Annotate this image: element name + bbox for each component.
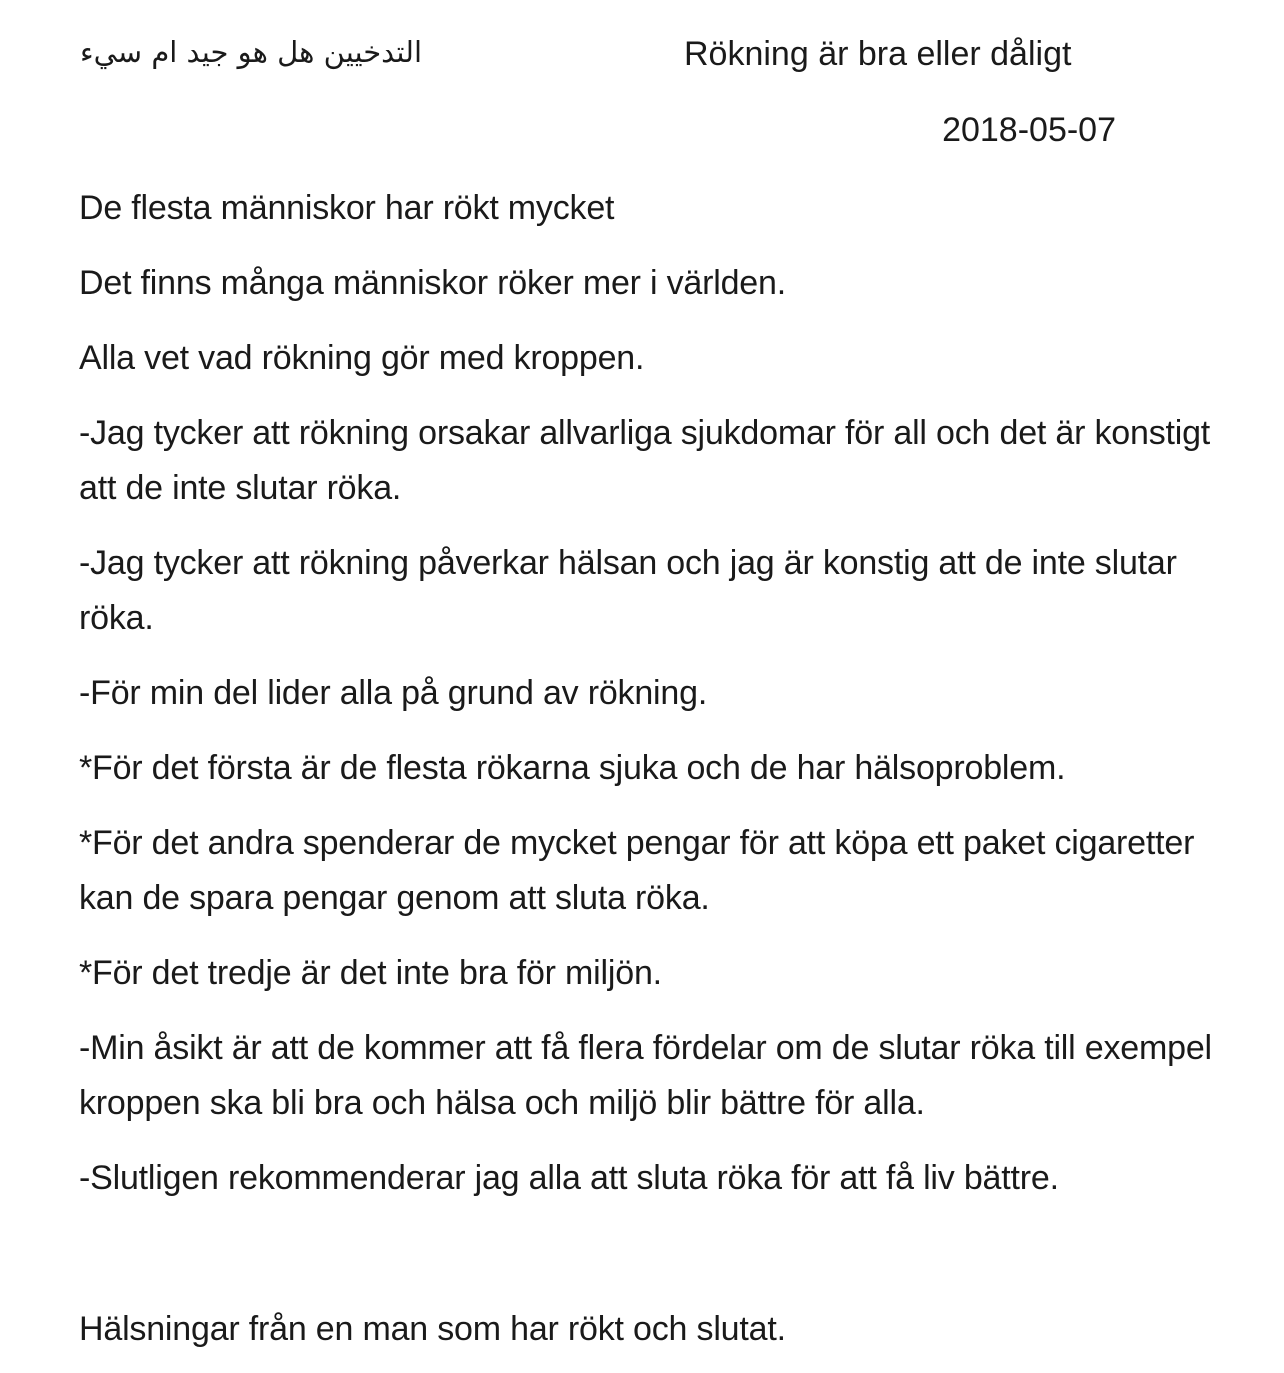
paragraph: *För det första är de flesta rökarna sjuka och de har hälsoproblem. xyxy=(79,749,1066,787)
paragraph: -Jag tycker att rökning påverkar hälsan och jag är konstig att de inte slutar röka. xyxy=(79,544,1177,637)
arabic-title: التدخيين هل هو جيد ام سيء xyxy=(80,35,423,69)
document-title: Rökning är bra eller dåligt xyxy=(684,35,1072,73)
document-body xyxy=(79,181,1254,1226)
paragraph: -Min åsikt är att de kommer att få flera fördelar om de slutar röka till exempel kroppen ska bli bra och hälsa och miljö blir bättre för alla. xyxy=(79,1029,1212,1122)
document-date: 2018-05-07 xyxy=(942,111,1116,149)
paragraph: Alla vet vad rökning gör med kroppen. xyxy=(79,339,645,377)
paragraph: -För min del lider alla på grund av rökning. xyxy=(79,674,708,712)
paragraph: -Jag tycker att rökning orsakar allvarliga sjukdomar för all och det är konstigt att de inte slutar röka. xyxy=(79,414,1211,507)
paragraph: -Slutligen rekommenderar jag alla att sluta röka för att få liv bättre. xyxy=(79,1159,1059,1197)
paragraph: De flesta människor har rökt mycket xyxy=(79,189,615,227)
paragraph: *För det andra spenderar de mycket pengar för att köpa ett paket cigaretter kan de spara pengar genom att sluta röka. xyxy=(79,824,1195,917)
paragraph: Det finns många människor röker mer i världen. xyxy=(79,264,786,302)
signature-line: Hälsningar från en man som har rökt och slutat. xyxy=(79,1310,786,1348)
paragraph: *För det tredje är det inte bra för miljön. xyxy=(79,954,662,992)
